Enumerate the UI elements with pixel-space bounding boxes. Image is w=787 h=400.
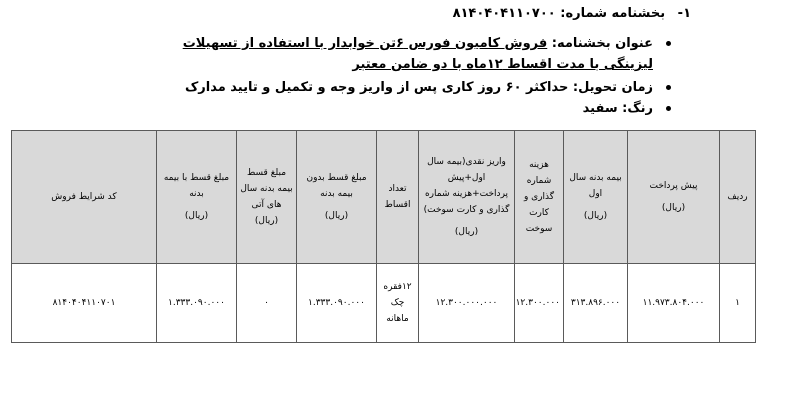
- table-row: [12, 264, 756, 343]
- cell-fee: ۱۲.۳۰۰.۰۰۰: [515, 264, 564, 343]
- title-label: عنوان بخشنامه:: [551, 36, 653, 51]
- header-insurance: بیمه بدنه سال اول (ریال): [564, 131, 628, 264]
- header-installment-with-insurance: مبلغ قسط با بیمه بدنه (ریال): [157, 131, 237, 264]
- unit-label: (ریال): [324, 211, 349, 221]
- cell-row-no: ۱: [720, 264, 756, 343]
- title-value: فروش کامیون فورس ۶تن خوابدار با استفاده از تسهیلات لیزینگی با مدت اقساط ۱۲ماه با دو ضامن معتبر: [182, 36, 653, 72]
- circular-number: ۸۱۴۰۴۰۴۱۱۰۷۰۰: [452, 6, 556, 21]
- header-cash: واریز نقدی(بیمه سال اول+پیش پرداخت+هزینه شماره گذاری و کارت سوخت) (ریال): [419, 131, 515, 264]
- circular-heading: [453, 6, 691, 21]
- header-installment-no-insurance: مبلغ قسط بدون بیمه بدنه (ریال): [297, 131, 377, 264]
- detail-title: [133, 33, 653, 75]
- details-list: [133, 33, 653, 119]
- circular-label: بخشنامه شماره:: [560, 6, 666, 21]
- header-installments-count: تعداد اقساط: [377, 131, 419, 264]
- cell-installment-future-insurance: ۰: [237, 264, 297, 343]
- cell-down-payment: ۱۱.۹۷۳.۸۰۴.۰۰۰: [628, 264, 720, 343]
- cell-installment-with-insurance: ۱.۳۳۳.۰۹۰.۰۰۰: [157, 264, 237, 343]
- unit-label: (ریال): [661, 203, 686, 213]
- detail-color: [133, 98, 653, 119]
- color-text: رنگ: سفید: [582, 101, 653, 116]
- delivery-text: زمان تحویل: حداکثر ۶۰ روز کاری پس از واریز وجه و تکمیل و تایید مدارک: [184, 80, 653, 95]
- header-down-payment: پیش پرداخت (ریال): [628, 131, 720, 264]
- unit-label: (ریال): [184, 211, 209, 221]
- header-row-no: ردیف: [720, 131, 756, 264]
- cell-installments-count: ۱۲فقره چک ماهانه: [377, 264, 419, 343]
- cell-insurance: ۳۱۳.۸۹۶.۰۰۰: [564, 264, 628, 343]
- unit-label: (ریال): [454, 227, 479, 237]
- header-fee: هزینه شماره گذاری و کارت سوخت: [515, 131, 564, 264]
- header-code: کد شرایط فروش: [12, 131, 157, 264]
- detail-delivery: [133, 77, 653, 98]
- sales-terms-table: [11, 130, 756, 343]
- cell-code: ۸۱۴۰۴۰۴۱۱۰۷۰۱: [12, 264, 157, 343]
- header-installment-future-insurance: مبلغ قسط بیمه بدنه سال های آتی (ریال): [237, 131, 297, 264]
- cell-installment-no-insurance: ۱.۳۳۳.۰۹۰.۰۰۰: [297, 264, 377, 343]
- table-header-row: [12, 131, 756, 264]
- section-number: ۱-: [677, 6, 691, 21]
- unit-label: (ریال): [583, 211, 608, 221]
- cell-cash: ۱۲.۳۰۰.۰۰۰.۰۰۰: [419, 264, 515, 343]
